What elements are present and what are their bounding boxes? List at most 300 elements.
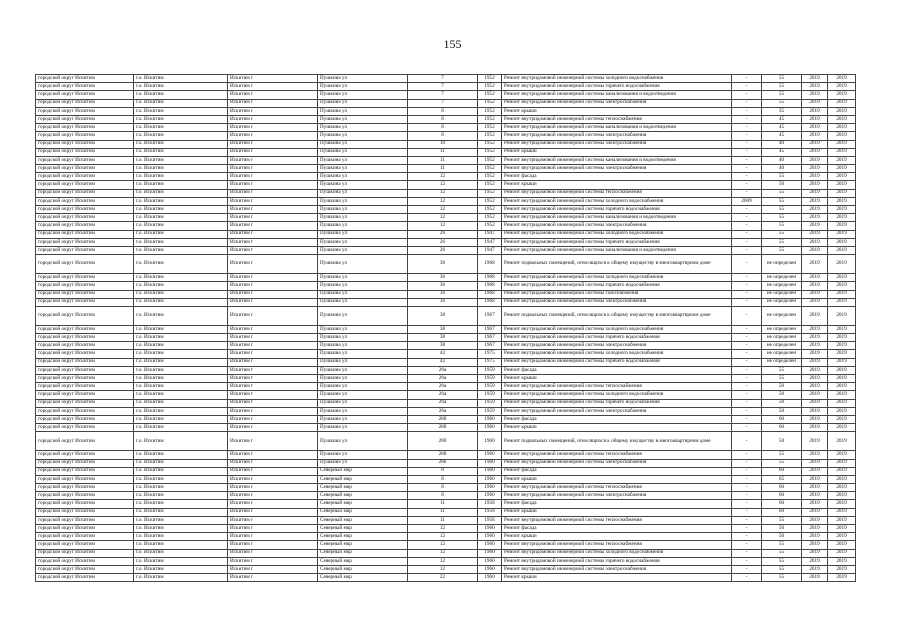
to-year-cell: 2019 — [828, 358, 856, 366]
to-year-cell: 2019 — [828, 124, 856, 132]
extra-cell: - — [732, 290, 762, 298]
okrug-cell: городской округ Искитим — [36, 124, 134, 132]
table-row — [36, 189, 856, 197]
table-row — [36, 516, 856, 524]
okrug-cell: городской округ Искитим — [36, 99, 134, 107]
city-cell: Искитим г — [228, 282, 318, 290]
table-row — [36, 459, 856, 467]
year-cell: 1968 — [478, 298, 502, 306]
okrug-cell: городской округ Искитим — [36, 298, 134, 306]
house-cell: 12 — [408, 533, 478, 541]
from-year-cell: 2019 — [802, 475, 828, 483]
table-row — [36, 282, 856, 290]
work-cell: Ремонт внутридомовой инженерной системы электроснабжения — [502, 222, 732, 230]
cost-cell: 45 — [762, 115, 802, 123]
okrug-cell: городской округ Искитим — [36, 282, 134, 290]
okrug-cell: городской округ Искитим — [36, 451, 134, 459]
house-cell: 38 — [408, 342, 478, 350]
work-cell: Ремонт внутридомовой инженерной системы горячего водоснабжения — [502, 206, 732, 214]
year-cell: 1960 — [478, 525, 502, 533]
street-cell: Пушкина ул — [318, 274, 408, 282]
extra-cell: - — [732, 124, 762, 132]
go-cell: г.о. Искитим — [134, 132, 228, 140]
from-year-cell: 2019 — [802, 358, 828, 366]
work-cell: Ремонт внутридомовой инженерной системы теплоснабжения — [502, 115, 732, 123]
extra-cell: - — [732, 475, 762, 483]
from-year-cell: 2019 — [802, 238, 828, 246]
house-cell: 12 — [408, 197, 478, 205]
year-cell: 1960 — [478, 459, 502, 467]
from-year-cell: 2019 — [802, 516, 828, 524]
house-cell: 28б — [408, 432, 478, 451]
from-year-cell: 2019 — [802, 206, 828, 214]
from-year-cell: 2019 — [802, 366, 828, 374]
work-cell: Ремонт подвальных помещений, относящихся к общему имуществу в многоквартирном доме — [502, 432, 732, 451]
cost-cell: не определен — [762, 274, 802, 282]
from-year-cell: 2019 — [802, 246, 828, 254]
to-year-cell: 2019 — [828, 156, 856, 164]
cost-cell: 60 — [762, 508, 802, 516]
to-year-cell: 2019 — [828, 415, 856, 423]
city-cell: Искитим г — [228, 424, 318, 432]
city-cell: Искитим г — [228, 325, 318, 333]
table-row — [36, 255, 856, 274]
okrug-cell: городской округ Искитим — [36, 189, 134, 197]
house-cell: 36 — [408, 274, 478, 282]
year-cell: 1960 — [478, 451, 502, 459]
table-row — [36, 451, 856, 459]
work-cell: Ремонт внутридомовой инженерной системы электроснабжения — [502, 459, 732, 467]
work-cell: Ремонт подвальных помещений, относящихся к общему имуществу в многоквартирном доме — [502, 255, 732, 274]
go-cell: г.о. Искитим — [134, 484, 228, 492]
okrug-cell: городской округ Искитим — [36, 467, 134, 475]
street-cell: Пушкина ул — [318, 282, 408, 290]
cost-cell: 55 — [762, 246, 802, 254]
city-cell: Искитим г — [228, 91, 318, 99]
repair-schedule-table — [35, 74, 856, 582]
go-cell: г.о. Искитим — [134, 189, 228, 197]
year-cell: 1960 — [478, 533, 502, 541]
work-cell: Ремонт внутридомовой инженерной системы электроснабжения — [502, 565, 732, 573]
from-year-cell: 2019 — [802, 197, 828, 205]
work-cell: Ремонт внутридомовой инженерной системы холодного водоснабжения — [502, 75, 732, 83]
go-cell: г.о. Искитим — [134, 325, 228, 333]
extra-cell: - — [732, 334, 762, 342]
from-year-cell: 2019 — [802, 574, 828, 582]
go-cell: г.о. Искитим — [134, 508, 228, 516]
extra-cell: - — [732, 484, 762, 492]
okrug-cell: городской округ Искитим — [36, 342, 134, 350]
go-cell: г.о. Искитим — [134, 516, 228, 524]
house-cell: 28б — [408, 451, 478, 459]
from-year-cell: 2019 — [802, 350, 828, 358]
extra-cell: - — [732, 181, 762, 189]
street-cell: Пушкина ул — [318, 222, 408, 230]
year-cell: 1952 — [478, 140, 502, 148]
year-cell: 1958 — [478, 516, 502, 524]
house-cell: 7 — [408, 99, 478, 107]
year-cell: 1959 — [478, 399, 502, 407]
street-cell: Пушкина ул — [318, 366, 408, 374]
street-cell: Пушкина ул — [318, 298, 408, 306]
city-cell: Искитим г — [228, 358, 318, 366]
okrug-cell: городской округ Искитим — [36, 132, 134, 140]
city-cell: Искитим г — [228, 274, 318, 282]
extra-cell: - — [732, 140, 762, 148]
house-cell: 22 — [408, 574, 478, 582]
okrug-cell: городской округ Искитим — [36, 375, 134, 383]
table-row — [36, 148, 856, 156]
house-cell: 42 — [408, 350, 478, 358]
go-cell: г.о. Искитим — [134, 574, 228, 582]
cost-cell: 50 — [762, 391, 802, 399]
to-year-cell: 2019 — [828, 306, 856, 325]
work-cell: Ремонт внутридомовой инженерной системы холодного водоснабжения — [502, 197, 732, 205]
street-cell: Северный мкр — [318, 541, 408, 549]
cost-cell: 55 — [762, 366, 802, 374]
house-cell: 26а — [408, 383, 478, 391]
okrug-cell: городской округ Искитим — [36, 358, 134, 366]
extra-cell: - — [732, 366, 762, 374]
go-cell: г.о. Искитим — [134, 424, 228, 432]
street-cell: Северный мкр — [318, 492, 408, 500]
cost-cell: 55 — [762, 230, 802, 238]
cost-cell: 60 — [762, 484, 802, 492]
cost-cell: 50 — [762, 432, 802, 451]
year-cell: 1968 — [478, 290, 502, 298]
cost-cell: не определен — [762, 290, 802, 298]
work-cell: Ремонт внутридомовой инженерной системы теплоснабжения — [502, 189, 732, 197]
city-cell: Искитим г — [228, 500, 318, 508]
work-cell: Ремонт крыши — [502, 107, 732, 115]
year-cell: 1960 — [478, 549, 502, 557]
house-cell: 26а — [408, 375, 478, 383]
street-cell: Пушкина ул — [318, 83, 408, 91]
go-cell: г.о. Искитим — [134, 459, 228, 467]
work-cell: Ремонт крыши — [502, 148, 732, 156]
city-cell: Искитим г — [228, 451, 318, 459]
city-cell: Искитим г — [228, 306, 318, 325]
year-cell: 1952 — [478, 148, 502, 156]
work-cell: Ремонт фасада — [502, 525, 732, 533]
street-cell: Пушкина ул — [318, 156, 408, 164]
house-cell: 12 — [408, 206, 478, 214]
table-row — [36, 83, 856, 91]
extra-cell: - — [732, 565, 762, 573]
city-cell: Искитим г — [228, 432, 318, 451]
year-cell: 1952 — [478, 75, 502, 83]
house-cell: 8 — [408, 492, 478, 500]
okrug-cell: городской округ Искитим — [36, 181, 134, 189]
okrug-cell: городской округ Искитим — [36, 533, 134, 541]
house-cell: 11 — [408, 508, 478, 516]
go-cell: г.о. Искитим — [134, 165, 228, 173]
work-cell: Ремонт подвальных помещений, относящихся к общему имуществу в многоквартирном доме — [502, 306, 732, 325]
house-cell: 12 — [408, 565, 478, 573]
cost-cell: 55 — [762, 214, 802, 222]
extra-cell: 2009 — [732, 197, 762, 205]
year-cell: 1952 — [478, 99, 502, 107]
house-cell: 10 — [408, 140, 478, 148]
cost-cell: 50 — [762, 533, 802, 541]
work-cell: Ремонт внутридомовой инженерной системы электроснабжения — [502, 298, 732, 306]
house-cell: 8 — [408, 467, 478, 475]
extra-cell: - — [732, 492, 762, 500]
go-cell: г.о. Искитим — [134, 306, 228, 325]
street-cell: Пушкина ул — [318, 255, 408, 274]
work-cell: Ремонт внутридомовой инженерной системы теплоснабжения — [502, 451, 732, 459]
table-row — [36, 274, 856, 282]
extra-cell: - — [732, 230, 762, 238]
city-cell: Искитим г — [228, 350, 318, 358]
table-row — [36, 91, 856, 99]
work-cell: Ремонт внутридомовой инженерной системы горячего водоснабжения — [502, 557, 732, 565]
extra-cell: - — [732, 375, 762, 383]
work-cell: Ремонт фасада — [502, 467, 732, 475]
extra-cell: - — [732, 399, 762, 407]
to-year-cell: 2019 — [828, 132, 856, 140]
go-cell: г.о. Искитим — [134, 358, 228, 366]
table-row — [36, 525, 856, 533]
to-year-cell: 2019 — [828, 173, 856, 181]
city-cell: Искитим г — [228, 197, 318, 205]
year-cell: 1952 — [478, 214, 502, 222]
city-cell: Искитим г — [228, 399, 318, 407]
to-year-cell: 2019 — [828, 334, 856, 342]
from-year-cell: 2019 — [802, 342, 828, 350]
go-cell: г.о. Искитим — [134, 492, 228, 500]
table-row — [36, 467, 856, 475]
house-cell: 11 — [408, 148, 478, 156]
cost-cell: 45 — [762, 124, 802, 132]
extra-cell: - — [732, 391, 762, 399]
city-cell: Искитим г — [228, 140, 318, 148]
extra-cell: - — [732, 156, 762, 164]
cost-cell: не определен — [762, 255, 802, 274]
city-cell: Искитим г — [228, 459, 318, 467]
table-row — [36, 165, 856, 173]
go-cell: г.о. Искитим — [134, 407, 228, 415]
work-cell: Ремонт внутридомовой инженерной системы канализования и водоотведения — [502, 246, 732, 254]
okrug-cell: городской округ Искитим — [36, 366, 134, 374]
okrug-cell: городской округ Искитим — [36, 415, 134, 423]
cost-cell: 40 — [762, 140, 802, 148]
cost-cell: 55 — [762, 459, 802, 467]
table-row — [36, 475, 856, 483]
to-year-cell: 2019 — [828, 350, 856, 358]
house-cell: 28б — [408, 415, 478, 423]
cost-cell: не определен — [762, 350, 802, 358]
from-year-cell: 2019 — [802, 298, 828, 306]
table-row — [36, 124, 856, 132]
table-row — [36, 238, 856, 246]
street-cell: Северный мкр — [318, 475, 408, 483]
street-cell: Северный мкр — [318, 467, 408, 475]
table-row — [36, 140, 856, 148]
extra-cell: - — [732, 238, 762, 246]
to-year-cell: 2019 — [828, 115, 856, 123]
house-cell: 26а — [408, 391, 478, 399]
street-cell: Пушкина ул — [318, 148, 408, 156]
street-cell: Пушкина ул — [318, 173, 408, 181]
cost-cell: 50 — [762, 181, 802, 189]
cost-cell: 55 — [762, 557, 802, 565]
go-cell: г.о. Искитим — [134, 541, 228, 549]
city-cell: Искитим г — [228, 107, 318, 115]
from-year-cell: 2019 — [802, 484, 828, 492]
from-year-cell: 2019 — [802, 124, 828, 132]
to-year-cell: 2019 — [828, 230, 856, 238]
cost-cell: 55 — [762, 197, 802, 205]
okrug-cell: городской округ Искитим — [36, 525, 134, 533]
house-cell: 42 — [408, 358, 478, 366]
house-cell: 26 — [408, 238, 478, 246]
okrug-cell: городской округ Искитим — [36, 214, 134, 222]
city-cell: Искитим г — [228, 156, 318, 164]
go-cell: г.о. Искитим — [134, 75, 228, 83]
house-cell: 11 — [408, 165, 478, 173]
house-cell: 7 — [408, 75, 478, 83]
work-cell: Ремонт внутридомовой инженерной системы электроснабжения — [502, 165, 732, 173]
go-cell: г.о. Искитим — [134, 375, 228, 383]
year-cell: 1952 — [478, 222, 502, 230]
city-cell: Искитим г — [228, 290, 318, 298]
cost-cell: 45 — [762, 132, 802, 140]
house-cell: 12 — [408, 222, 478, 230]
from-year-cell: 2019 — [802, 140, 828, 148]
table-row — [36, 230, 856, 238]
extra-cell: - — [732, 467, 762, 475]
table-row — [36, 342, 856, 350]
okrug-cell: городской округ Искитим — [36, 290, 134, 298]
work-cell: Ремонт внутридомовой инженерной системы горячего водоснабжения — [502, 238, 732, 246]
okrug-cell: городской округ Искитим — [36, 140, 134, 148]
table-row — [36, 533, 856, 541]
to-year-cell: 2019 — [828, 432, 856, 451]
city-cell: Искитим г — [228, 375, 318, 383]
to-year-cell: 2019 — [828, 148, 856, 156]
go-cell: г.о. Искитим — [134, 156, 228, 164]
extra-cell: - — [732, 148, 762, 156]
extra-cell: - — [732, 533, 762, 541]
table-row — [36, 500, 856, 508]
year-cell: 1960 — [478, 432, 502, 451]
work-cell: Ремонт внутридомовой инженерной системы холодного водоснабжения — [502, 549, 732, 557]
year-cell: 1960 — [478, 415, 502, 423]
street-cell: Пушкина ул — [318, 181, 408, 189]
to-year-cell: 2019 — [828, 238, 856, 246]
year-cell: 1975 — [478, 358, 502, 366]
work-cell: Ремонт внутридомовой инженерной системы канализования и водоотведения — [502, 124, 732, 132]
to-year-cell: 2019 — [828, 107, 856, 115]
street-cell: Пушкина ул — [318, 334, 408, 342]
cost-cell: 55 — [762, 574, 802, 582]
street-cell: Пушкина ул — [318, 459, 408, 467]
cost-cell: 55 — [762, 375, 802, 383]
year-cell: 1958 — [478, 500, 502, 508]
table-row — [36, 432, 856, 451]
table-row — [36, 334, 856, 342]
extra-cell: - — [732, 274, 762, 282]
street-cell: Пушкина ул — [318, 165, 408, 173]
go-cell: г.о. Искитим — [134, 181, 228, 189]
street-cell: Пушкина ул — [318, 399, 408, 407]
to-year-cell: 2019 — [828, 83, 856, 91]
to-year-cell: 2019 — [828, 500, 856, 508]
from-year-cell: 2019 — [802, 290, 828, 298]
to-year-cell: 2019 — [828, 525, 856, 533]
city-cell: Искитим г — [228, 574, 318, 582]
house-cell: 26а — [408, 366, 478, 374]
year-cell: 1947 — [478, 246, 502, 254]
to-year-cell: 2019 — [828, 574, 856, 582]
to-year-cell: 2019 — [828, 290, 856, 298]
cost-cell: 55 — [762, 541, 802, 549]
cost-cell: 50 — [762, 407, 802, 415]
work-cell: Ремонт внутридомовой инженерной системы горячего водоснабжения — [502, 399, 732, 407]
work-cell: Ремонт внутридомовой инженерной системы канализования и водоотведения — [502, 91, 732, 99]
to-year-cell: 2019 — [828, 189, 856, 197]
year-cell: 1952 — [478, 83, 502, 91]
go-cell: г.о. Искитим — [134, 148, 228, 156]
street-cell: Пушкина ул — [318, 91, 408, 99]
okrug-cell: городской округ Искитим — [36, 459, 134, 467]
okrug-cell: городской округ Искитим — [36, 350, 134, 358]
extra-cell: - — [732, 282, 762, 290]
work-cell: Ремонт внутридомовой инженерной системы холодного водоснабжения — [502, 230, 732, 238]
year-cell: 1959 — [478, 407, 502, 415]
street-cell: Пушкина ул — [318, 214, 408, 222]
cost-cell: 55 — [762, 565, 802, 573]
house-cell: 36 — [408, 282, 478, 290]
year-cell: 1960 — [478, 565, 502, 573]
table-row — [36, 508, 856, 516]
work-cell: Ремонт внутридомовой инженерной системы канализования и водоотведения — [502, 156, 732, 164]
cost-cell: 50 — [762, 399, 802, 407]
to-year-cell: 2019 — [828, 375, 856, 383]
table-row — [36, 298, 856, 306]
table-row — [36, 197, 856, 205]
go-cell: г.о. Искитим — [134, 475, 228, 483]
okrug-cell: городской округ Искитим — [36, 255, 134, 274]
street-cell: Пушкина ул — [318, 383, 408, 391]
city-cell: Искитим г — [228, 238, 318, 246]
city-cell: Искитим г — [228, 475, 318, 483]
city-cell: Искитим г — [228, 467, 318, 475]
from-year-cell: 2019 — [802, 181, 828, 189]
from-year-cell: 2019 — [802, 391, 828, 399]
extra-cell: - — [732, 206, 762, 214]
work-cell: Ремонт фасада — [502, 366, 732, 374]
extra-cell: - — [732, 432, 762, 451]
cost-cell: 55 — [762, 238, 802, 246]
street-cell: Пушкина ул — [318, 375, 408, 383]
okrug-cell: городской округ Искитим — [36, 156, 134, 164]
cost-cell: не определен — [762, 306, 802, 325]
extra-cell: - — [732, 306, 762, 325]
house-cell: 28б — [408, 459, 478, 467]
extra-cell: - — [732, 83, 762, 91]
go-cell: г.о. Искитим — [134, 399, 228, 407]
work-cell: Ремонт внутридомовой инженерной системы горячего водоснабжения — [502, 334, 732, 342]
table-row — [36, 222, 856, 230]
from-year-cell: 2019 — [802, 424, 828, 432]
work-cell: Ремонт внутридомовой инженерной системы теплоснабжения — [502, 541, 732, 549]
table-row — [36, 181, 856, 189]
house-cell: 36 — [408, 255, 478, 274]
table-row — [36, 350, 856, 358]
year-cell: 1952 — [478, 156, 502, 164]
